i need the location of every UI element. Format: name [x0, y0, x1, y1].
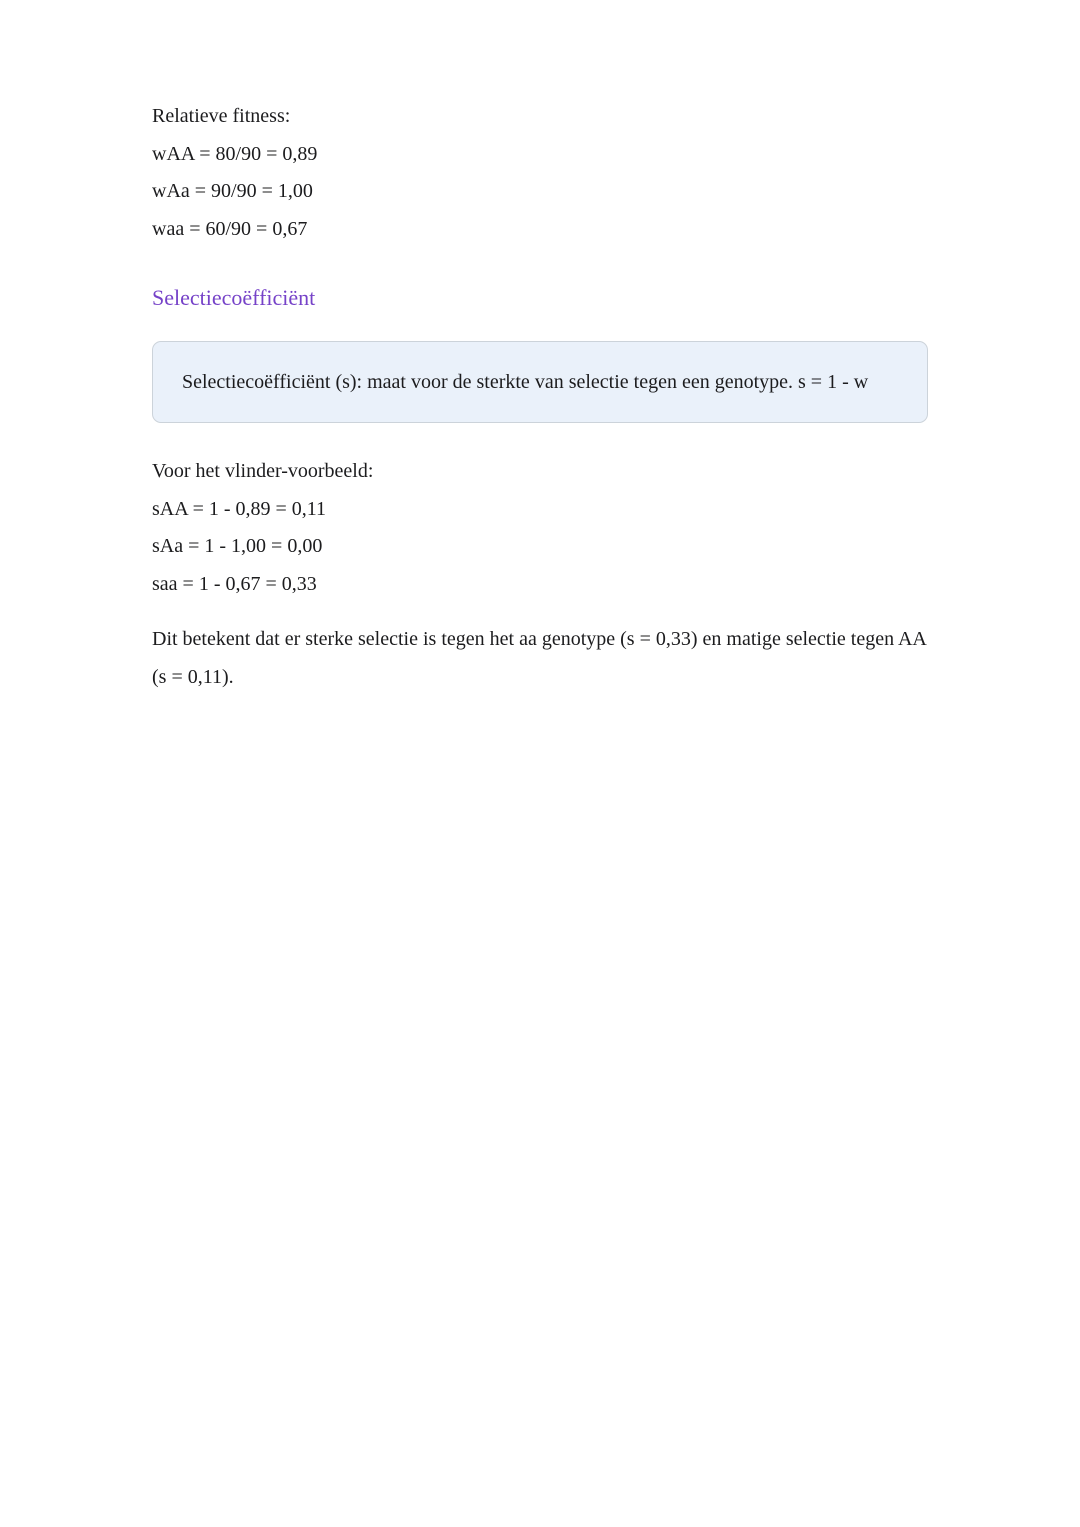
definition-callout — [152, 341, 928, 423]
selection-line-sAa: sAa = 1 - 1,00 = 0,00 — [152, 535, 323, 557]
fitness-line-waa: waa = 60/90 = 0,67 — [152, 217, 308, 240]
fitness-line-wAA: wAA = 80/90 = 0,89 — [152, 142, 318, 165]
example-intro: Voor het vlinder-voorbeeld: — [152, 460, 374, 482]
definition-callout-text: Selectiecoëfficiënt (s): maat voor de sterkte van selectie tegen een genotype. s = 1 - w — [182, 371, 869, 393]
conclusion-paragraph: Dit betekent dat er sterke selectie is tegen het aa genotype (s = 0,33) en matige selectie tegen AA (s = 0,11). — [152, 628, 926, 688]
document-page — [0, 0, 928, 696]
selection-line-saa: saa = 1 - 0,67 = 0,33 — [152, 572, 317, 595]
section-heading-selectiecoefficient: Selectiecoëfficiënt — [152, 285, 316, 310]
fitness-line-wAa: wAa = 90/90 = 1,00 — [152, 180, 313, 202]
relative-fitness-intro: Relatieve fitness: — [152, 105, 291, 127]
selection-line-sAA: sAA = 1 - 0,89 = 0,11 — [152, 497, 327, 520]
